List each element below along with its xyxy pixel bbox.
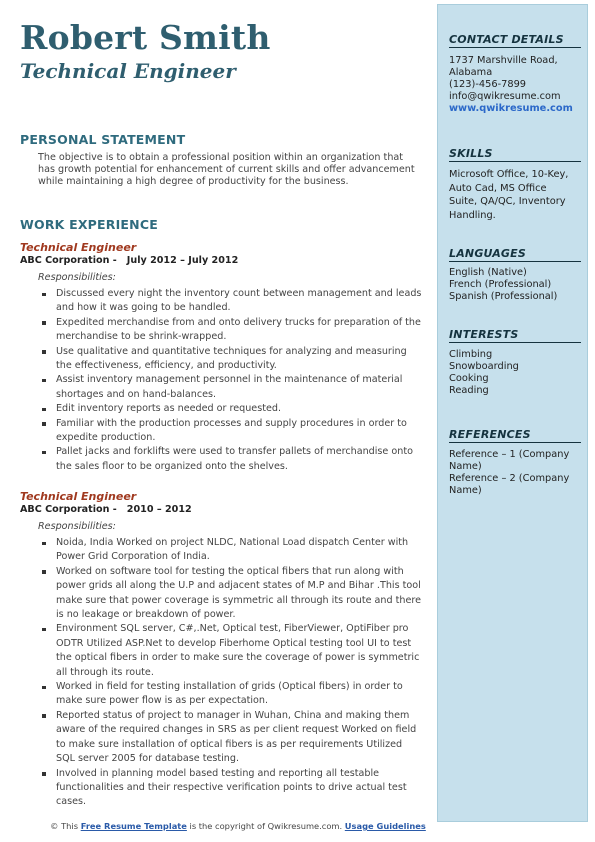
list-item: Worked in field for testing installation of grids (Optical fibers) in order to make sure power flow is as per expectation.: [38, 680, 423, 709]
list-item: Involved in planning model based testing and reporting all testable functionalities and their respective verification points to drive actual test cases.: [38, 767, 423, 810]
contact-details: [449, 55, 583, 115]
free-resume-template-link[interactable]: Free Resume Template: [80, 821, 187, 831]
personal-statement-heading: PERSONAL STATEMENT: [20, 132, 186, 147]
list-item: Expedited merchandise from and onto delivery trucks for preparation of the merchandise to be shrink-wrapped.: [38, 316, 423, 345]
list-item: Cooking: [449, 373, 489, 384]
job-1-company: ABC Corporation -: [20, 255, 117, 266]
list-item: Use qualitative and quantitative techniques for analyzing and measuring the effectiveness, efficiency, and productivity.: [38, 345, 423, 374]
usage-guidelines-link[interactable]: Usage Guidelines: [344, 821, 426, 831]
interests-heading: INTERESTS: [449, 328, 581, 343]
job-2-bullets: [38, 536, 423, 810]
list-item: Spanish (Professional): [449, 291, 558, 302]
references-text: Reference – 1 (Company Name) Reference – 2 (Company Name): [449, 449, 570, 496]
candidate-name: Robert Smith: [20, 18, 271, 57]
job-2-dates: 2010 – 2012: [126, 504, 192, 515]
email: info@qwikresume.com: [449, 91, 561, 102]
candidate-title: Technical Engineer: [20, 59, 236, 83]
list-item: Climbing: [449, 349, 493, 360]
interests-list: [449, 349, 583, 397]
languages-list: [449, 267, 583, 303]
phone: (123)-456-7899: [449, 79, 527, 90]
sidebar: [437, 4, 588, 822]
job-1-responsibilities-label: Responsibilities:: [38, 272, 116, 283]
job-1-dates: July 2012 – July 2012: [126, 255, 239, 266]
list-item: Noida, India Worked on project NLDC, National Load dispatch Center with Power Grid Corporation of India.: [38, 536, 423, 565]
job-1-title: Technical Engineer: [20, 241, 137, 254]
job-2-company: ABC Corporation -: [20, 504, 117, 515]
references-heading: REFERENCES: [449, 428, 581, 443]
website-link[interactable]: www.qwikresume.com: [449, 103, 573, 114]
languages-heading: LANGUAGES: [449, 247, 581, 262]
list-item: Familiar with the production processes and supply procedures in order to expedite production.: [38, 417, 423, 446]
list-item: Environment SQL server, C#,.Net, Optical test, FiberViewer, OptiFiber pro ODTR Utilized ASP.Net to develop Fiberhome Optical testing tool UI to test the optical fibers in order to make sure the coverage of power is symmetric all through its route.: [38, 622, 423, 680]
skills-heading: SKILLS: [449, 147, 581, 162]
list-item: Edit inventory reports as needed or requested.: [38, 402, 423, 416]
job-2-responsibilities-label: Responsibilities:: [38, 521, 116, 532]
list-item: Pallet jacks and forklifts were used to transfer pallets of merchandise onto the sales floor to be organized onto the shelves.: [38, 445, 423, 474]
footer-prefix: © This: [50, 821, 81, 831]
list-item: Reported status of project to manager in Wuhan, China and making them aware of the required changes in SRS as per client request Worked on field to make sure installation of optical fibers is as per requirements Utilized SQL server 2005 for database testing.: [38, 709, 423, 767]
footer-middle: is the copyright of Qwikresume.com.: [186, 821, 345, 831]
job-1-company-line: [20, 255, 238, 266]
list-item: Discussed every night the inventory count between management and leads and how it was going to be handled.: [38, 287, 423, 316]
list-item: Assist inventory management personnel in the maintenance of material shortages and on hand-balances.: [38, 373, 423, 402]
address-line-1: 1737 Marshville Road,: [449, 55, 558, 66]
contact-heading: CONTACT DETAILS: [449, 33, 581, 48]
header: [20, 18, 425, 84]
job-1-bullets: [38, 287, 423, 474]
list-item: French (Professional): [449, 279, 552, 290]
skills-text: Microsoft Office, 10-Key, Auto Cad, MS Office Suite, QA/QC, Inventory Handling.: [449, 169, 569, 221]
work-experience-heading: WORK EXPERIENCE: [20, 217, 158, 232]
list-item: Reading: [449, 385, 489, 396]
job-2-title: Technical Engineer: [20, 490, 137, 503]
list-item: Snowboarding: [449, 361, 519, 372]
list-item: Worked on software tool for testing the optical fibers that run along with power grids all along the U.P and adjacent states of M.P and Bihar .This tool make sure that power coverage is symmetric all through its route and there is no leakage or breakdown of power.: [38, 565, 423, 623]
address-line-2: Alabama: [449, 67, 493, 78]
footer: [0, 821, 476, 831]
personal-statement-text: The objective is to obtain a professional position within an organization that has growth potential for enhancement of current skills and offer advancement while maintaining a high degree of productivity for the business.: [38, 152, 415, 187]
list-item: English (Native): [449, 267, 527, 278]
job-2-company-line: [20, 504, 192, 515]
